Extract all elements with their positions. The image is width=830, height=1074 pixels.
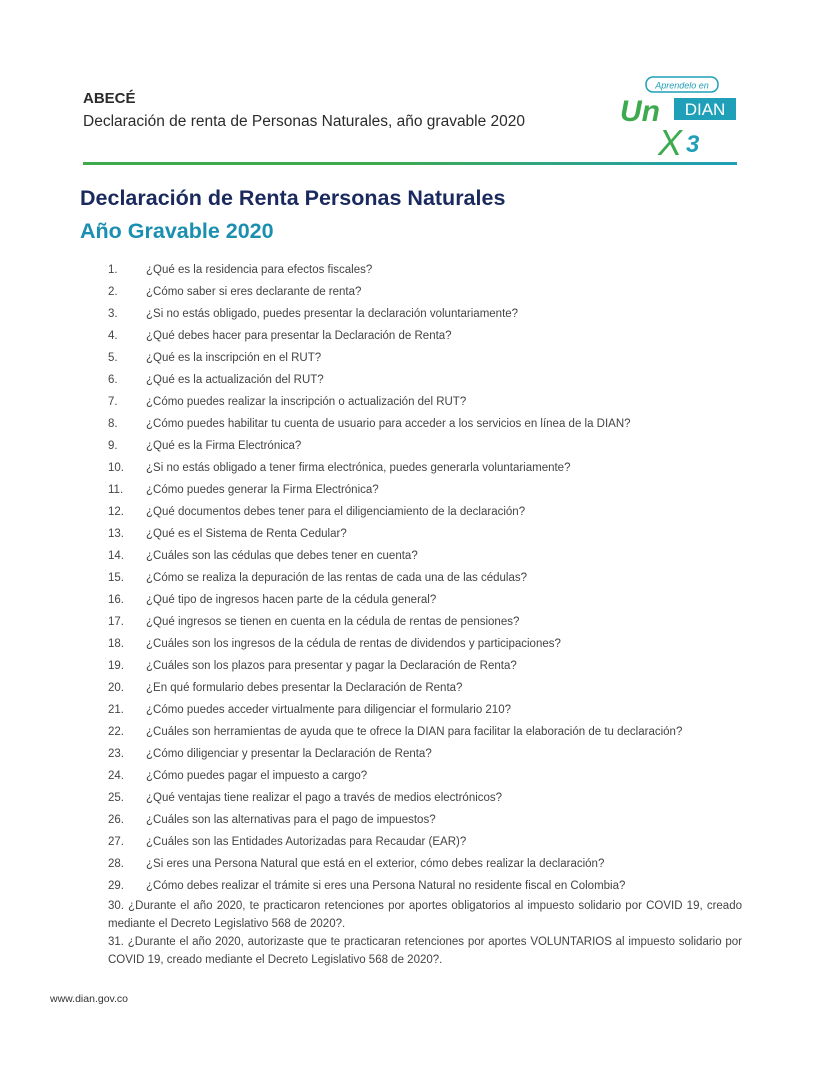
list-item	[108, 611, 748, 633]
question-number: 7.	[108, 396, 118, 408]
list-item	[108, 545, 748, 567]
list-item	[108, 347, 748, 369]
question-text: ¿Cuáles son los plazos para presentar y pagar la Declaración de Renta?	[146, 660, 517, 672]
question-number: 12.	[108, 506, 124, 518]
list-item	[108, 699, 748, 721]
question-text: ¿Cómo puedes realizar la inscripción o actualización del RUT?	[146, 396, 467, 408]
question-text: ¿Qué es la Firma Electrónica?	[146, 440, 302, 452]
question-list	[108, 259, 748, 897]
list-item	[108, 677, 748, 699]
question-text: ¿Cuáles son las cédulas que debes tener en cuenta?	[146, 550, 418, 562]
question-number: 22.	[108, 726, 124, 738]
logo-main-text: Un	[620, 95, 660, 128]
question-number: 21.	[108, 704, 124, 716]
list-item	[108, 303, 748, 325]
question-number: 4.	[108, 330, 118, 342]
list-item	[108, 391, 748, 413]
list-item	[108, 479, 748, 501]
question-text: ¿Qué tipo de ingresos hacen parte de la cédula general?	[146, 594, 437, 606]
question-number: 16.	[108, 594, 124, 606]
list-item	[108, 259, 748, 281]
question-number: 18.	[108, 638, 124, 650]
question-text: ¿Qué ingresos se tienen en cuenta en la cédula de rentas de pensiones?	[146, 616, 520, 628]
list-item	[108, 831, 748, 853]
question-text: ¿Cuáles son los ingresos de la cédula de rentas de dividendos y participaciones?	[146, 638, 561, 650]
list-item	[108, 435, 748, 457]
question-number: 6.	[108, 374, 118, 386]
list-item	[108, 809, 748, 831]
logo-3-text: 3	[686, 131, 700, 158]
question-text: ¿Qué ventajas tiene realizar el pago a través de medios electrónicos?	[146, 792, 503, 804]
list-item	[108, 369, 748, 391]
question-number: 10.	[108, 462, 124, 474]
list-item	[108, 655, 748, 677]
logo-tag-text: Aprendelo en	[655, 80, 709, 91]
question-number: 25.	[108, 792, 124, 804]
question-30: 30. ¿Durante el año 2020, te practicaron retenciones por aportes obligatorios al impuesto solidario por COVID 19, creado mediante el Decreto Legislativo 568 de 2020?.	[108, 900, 742, 930]
question-text: ¿Cómo puedes generar la Firma Electrónica?	[146, 484, 379, 496]
question-number: 20.	[108, 682, 124, 694]
question-number: 3.	[108, 308, 118, 320]
list-item	[108, 413, 748, 435]
list-item	[108, 589, 748, 611]
question-number: 28.	[108, 858, 124, 870]
question-text: ¿Qué documentos debes tener para el diligenciamiento de la declaración?	[146, 506, 526, 518]
question-number: 27.	[108, 836, 124, 848]
document-title: Declaración de Renta Personas Naturales	[80, 186, 506, 210]
document-subtitle: Año Gravable 2020	[80, 219, 274, 243]
list-item	[108, 853, 748, 875]
question-text: ¿Cómo puedes acceder virtualmente para diligenciar el formulario 210?	[146, 704, 511, 716]
question-text: ¿Qué debes hacer para presentar la Declaración de Renta?	[146, 330, 452, 342]
question-number: 1.	[108, 264, 118, 276]
header-label: ABECÉ	[83, 90, 136, 107]
question-number: 23.	[108, 748, 124, 760]
question-number: 2.	[108, 286, 118, 298]
question-text: ¿Cómo puedes habilitar tu cuenta de usuario para acceder a los servicios en línea de la DIAN?	[146, 418, 631, 430]
question-text: ¿Cuáles son herramientas de ayuda que te ofrece la DIAN para facilitar la elaboración de tu declaración?	[146, 726, 683, 738]
question-text: ¿Cuáles son las Entidades Autorizadas para Recaudar (EAR)?	[146, 836, 467, 848]
question-number: 11.	[108, 484, 124, 496]
list-item	[108, 787, 748, 809]
header-divider	[83, 162, 737, 165]
question-text: ¿Si eres una Persona Natural que está en el exterior, cómo debes realizar la declaración?	[146, 858, 605, 870]
list-item	[108, 523, 748, 545]
question-number: 19.	[108, 660, 124, 672]
question-text: ¿Qué es la actualización del RUT?	[146, 374, 324, 386]
logo-brand-text: DIAN	[684, 100, 726, 119]
question-text: ¿Cómo debes realizar el trámite si eres una Persona Natural no residente fiscal en Colombia?	[146, 880, 626, 892]
question-number: 14.	[108, 550, 124, 562]
question-number: 9.	[108, 440, 118, 452]
question-number: 17.	[108, 616, 124, 628]
list-item	[108, 567, 748, 589]
list-item	[108, 765, 748, 787]
question-text: ¿Cómo saber si eres declarante de renta?	[146, 286, 362, 298]
question-text: ¿Si no estás obligado a tener firma electrónica, puedes generarla voluntariamente?	[146, 462, 571, 474]
list-item	[108, 743, 748, 765]
question-number: 24.	[108, 770, 124, 782]
list-item	[108, 633, 748, 655]
question-number: 8.	[108, 418, 118, 430]
question-number: 13.	[108, 528, 124, 540]
list-item	[108, 281, 748, 303]
list-item	[108, 875, 748, 897]
list-item	[108, 501, 748, 523]
list-item	[108, 457, 748, 479]
question-text: ¿Cuáles son las alternativas para el pago de impuestos?	[146, 814, 436, 826]
dian-logo	[618, 76, 740, 158]
header-subtitle: Declaración de renta de Personas Naturales, año gravable 2020	[83, 113, 526, 130]
question-text: ¿Qué es el Sistema de Renta Cedular?	[146, 528, 347, 540]
question-text: ¿En qué formulario debes presentar la Declaración de Renta?	[146, 682, 463, 694]
question-text: ¿Qué es la residencia para efectos fiscales?	[146, 264, 373, 276]
question-number: 29.	[108, 880, 124, 892]
question-text: ¿Cómo diligenciar y presentar la Declaración de Renta?	[146, 748, 432, 760]
question-number: 26.	[108, 814, 124, 826]
logo-x-text: X	[658, 122, 683, 158]
question-number: 5.	[108, 352, 118, 364]
question-text: ¿Si no estás obligado, puedes presentar la declaración voluntariamente?	[146, 308, 519, 320]
question-text: ¿Cómo puedes pagar el impuesto a cargo?	[146, 770, 368, 782]
question-text: ¿Qué es la inscripción en el RUT?	[146, 352, 322, 364]
list-item	[108, 721, 748, 743]
question-text: ¿Cómo se realiza la depuración de las rentas de cada una de las cédulas?	[146, 572, 528, 584]
list-item	[108, 325, 748, 347]
question-number: 15.	[108, 572, 124, 584]
footer-url: www.dian.gov.co	[50, 993, 129, 1005]
question-31: 31. ¿Durante el año 2020, autorizaste que te practicaran retenciones por aportes VOLUNTARIOS al impuesto solidario por COVID 19, creado mediante el Decreto Legislativo 568 de 2020?.	[108, 936, 742, 966]
